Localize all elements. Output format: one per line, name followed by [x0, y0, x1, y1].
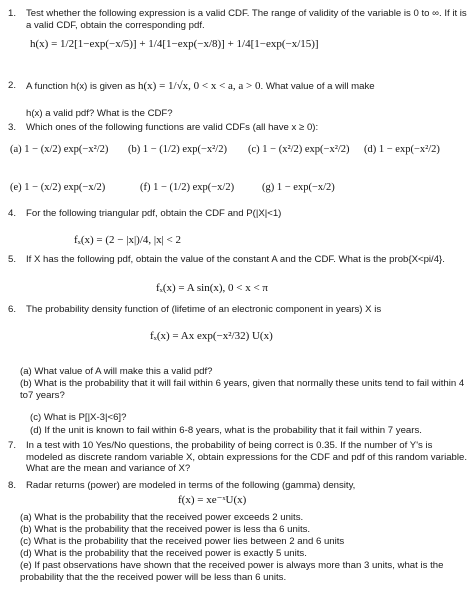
q8-part-a: (a) What is the probability that the received power exceeds 2 units.	[20, 512, 304, 523]
q3-text: Which ones of the following functions are valid CDFs (all have x ≥ 0):	[26, 122, 319, 133]
q6-part-a: (a) What value of A will make this a valid pdf?	[20, 366, 213, 377]
q6-part-b: (b) What is the probability that it will fail within 6 years, given that normally these units tend to fail within 4 to7 years?	[20, 378, 465, 401]
q8-text: Radar returns (power) are modeled in terms of the following (gamma) density,	[26, 480, 356, 491]
q1-formula	[30, 38, 319, 51]
q8-number: 8.	[8, 480, 17, 491]
q3-option-b: (b) 1 − (1/2) exp(−x²/2)	[128, 144, 227, 155]
q6-part-c: (c) What is P[|X-3|<6]?	[30, 412, 127, 423]
q5-number: 5.	[8, 254, 17, 265]
q6-part-d: (d) If the unit is known to fail within 6-8 years, what is the probability that it fail within 7 years.	[30, 425, 422, 436]
q3-option-f: (f) 1 − (1/2) exp(−x/2)	[140, 182, 235, 193]
q8-part-d: (d) What is the probability that the received power is exactly 5 units.	[20, 548, 307, 559]
q1-text: Test whether the following expression is a valid CDF. The range of validity of the variable is 0 to ∞. If it is a valid CDF, obtain the corresponding pdf.	[26, 8, 467, 31]
q2-number: 2.	[8, 80, 17, 91]
q3-number: 3.	[8, 122, 17, 133]
q2-text-b: . What value of a will make	[260, 81, 375, 92]
q1-formula-text: h(x) = 1/2[1−exp(−x/5)] + 1/4[1−exp(−x/8)] + 1/4[1−exp(−x/15)]	[30, 38, 319, 50]
q2-formula: h(x) = 1/√x, 0 < x < a, a > 0	[138, 80, 261, 92]
q3-option-d: (d) 1 − exp(−x²/2)	[364, 144, 440, 155]
q3-option-c: (c) 1 − (x²/2) exp(−x²/2)	[248, 144, 350, 155]
q6-formula: fₓ(x) = Ax exp(−x²/32) U(x)	[150, 330, 273, 342]
q5-text: If X has the following pdf, obtain the value of the constant A and the CDF. What is the prob{X<pi/4}.	[26, 254, 445, 265]
q3-option-e: (e) 1 − (x/2) exp(−x/2)	[10, 182, 106, 193]
q5-formula: fₓ(x) = A sin(x), 0 < x < π	[156, 282, 268, 294]
q2-text-c: h(x) a valid pdf? What is the CDF?	[26, 108, 173, 119]
q8-part-e: (e) If past observations have shown that the received power is always more than 3 units, what is the probability that the the received power will be less than 6 units.	[20, 560, 444, 583]
q8-part-b: (b) What is the probability that the received power is less tha 6 units.	[20, 524, 311, 535]
q3-option-a: (a) 1 − (x/2) exp(−x²/2)	[10, 144, 109, 155]
q1-number: 1.	[8, 8, 17, 19]
q6-text: The probability density function of (lifetime of an electronic component in years) X is	[26, 304, 382, 315]
q2-line	[26, 80, 468, 93]
q4-number: 4.	[8, 208, 17, 219]
q7-number: 7.	[8, 440, 17, 451]
q4-formula: fₓ(x) = (2 − |x|)/4, |x| < 2	[74, 234, 181, 246]
q2-text-a: A function h(x) is given as	[26, 81, 136, 92]
q8-formula: f(x) = xe⁻ˣU(x)	[178, 494, 247, 506]
q8-part-c: (c) What is the probability that the received power lies between 2 and 6 units	[20, 536, 345, 547]
q3-option-g: (g) 1 − exp(−x/2)	[262, 182, 335, 193]
q7-text: In a test with 10 Yes/No questions, the probability of being correct is 0.35. If the number of Y's is modeled as discrete random variable X, obtain expressions for the CDF and pdf of this random variable. What are the mean and variance of X?	[26, 440, 468, 475]
q6-number: 6.	[8, 304, 17, 315]
q4-text: For the following triangular pdf, obtain the CDF and P(|X|<1)	[26, 208, 282, 219]
